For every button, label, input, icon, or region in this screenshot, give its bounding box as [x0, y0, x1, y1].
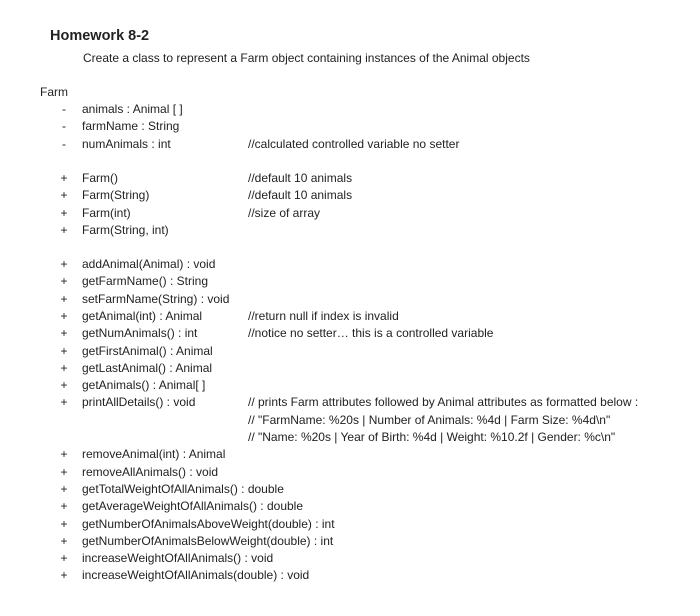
member-signature: numAnimals : int	[82, 136, 171, 151]
member-signature: Farm(int)	[82, 205, 131, 220]
member-comment: //return null if index is invalid	[248, 308, 399, 323]
member-signature: getAverageWeightOfAllAnimals() : double	[82, 499, 304, 514]
visibility-symbol: +	[60, 447, 68, 462]
member-signature: getNumberOfAnimalsBelowWeight(double) : int	[82, 533, 334, 548]
visibility-symbol: +	[60, 464, 68, 479]
member-signature: getNumberOfAnimalsAboveWeight(double) : int	[82, 516, 335, 531]
member-signature: Farm()	[82, 171, 118, 185]
member-comment: //calculated controlled variable no setter	[248, 136, 460, 151]
assignment-description: Create a class to represent a Farm object containing instances of the Animal objects	[83, 51, 530, 65]
member-signature: farmName : String	[82, 119, 180, 134]
visibility-symbol: -	[62, 119, 66, 134]
visibility-symbol: +	[60, 326, 68, 341]
visibility-symbol: +	[60, 378, 68, 393]
visibility-symbol: +	[60, 568, 68, 583]
class-name: Farm	[40, 85, 68, 99]
visibility-symbol: +	[60, 171, 68, 185]
visibility-symbol: -	[62, 102, 66, 116]
visibility-symbol: +	[60, 516, 68, 531]
visibility-symbol: +	[60, 533, 68, 548]
member-comment: //size of array	[248, 205, 321, 220]
member-signature: getFarmName() : String	[82, 274, 209, 289]
visibility-symbol: +	[60, 360, 68, 375]
member-signature: getFirstAnimal() : Animal	[82, 343, 213, 358]
visibility-symbol: +	[60, 188, 68, 203]
visibility-symbol: +	[60, 205, 68, 220]
member-signature: removeAllAnimals() : void	[82, 464, 219, 479]
visibility-symbol: +	[60, 291, 68, 306]
member-signature: getTotalWeightOfAllAnimals() : double	[82, 481, 284, 496]
member-comment: //default 10 animals	[248, 188, 353, 203]
member-signature: Farm(String)	[82, 188, 150, 203]
member-signature: Farm(String, int)	[82, 222, 169, 237]
visibility-symbol: +	[60, 343, 68, 358]
member-signature: increaseWeightOfAllAnimals() : void	[82, 551, 274, 566]
member-comment: //default 10 animals	[248, 171, 353, 185]
visibility-symbol: -	[62, 136, 66, 151]
visibility-symbol: +	[60, 222, 68, 237]
member-signature: getAnimals() : Animal[ ]	[82, 378, 206, 393]
member-signature: animals : Animal [ ]	[82, 102, 183, 116]
member-signature: setFarmName(String) : void	[82, 291, 230, 306]
member-comment: // "Name: %20s | Year of Birth: %4d | Weight: %10.2f | Gender: %c\n"	[248, 430, 616, 444]
visibility-symbol: +	[60, 257, 68, 271]
member-signature: removeAnimal(int) : Animal	[82, 447, 226, 462]
visibility-symbol: +	[60, 395, 68, 410]
visibility-symbol: +	[60, 274, 68, 289]
member-comment: // prints Farm attributes followed by Animal attributes as formatted below :	[248, 395, 639, 410]
member-signature: getLastAnimal() : Animal	[82, 360, 213, 375]
visibility-symbol: +	[60, 499, 68, 514]
page-title: Homework 8-2	[50, 28, 150, 44]
member-signature: addAnimal(Animal) : void	[82, 257, 216, 271]
visibility-symbol: +	[60, 481, 68, 496]
member-signature: increaseWeightOfAllAnimals(double) : void	[82, 568, 310, 583]
member-comment: // "FarmName: %20s | Number of Animals: %4d | Farm Size: %4d\n"	[248, 412, 611, 427]
visibility-symbol: +	[60, 308, 68, 323]
member-comment: //notice no setter… this is a controlled variable	[248, 326, 494, 341]
visibility-symbol: +	[60, 551, 68, 566]
member-signature: getAnimal(int) : Animal	[82, 308, 203, 323]
member-signature: getNumAnimals() : int	[82, 326, 198, 341]
member-signature: printAllDetails() : void	[82, 395, 196, 410]
